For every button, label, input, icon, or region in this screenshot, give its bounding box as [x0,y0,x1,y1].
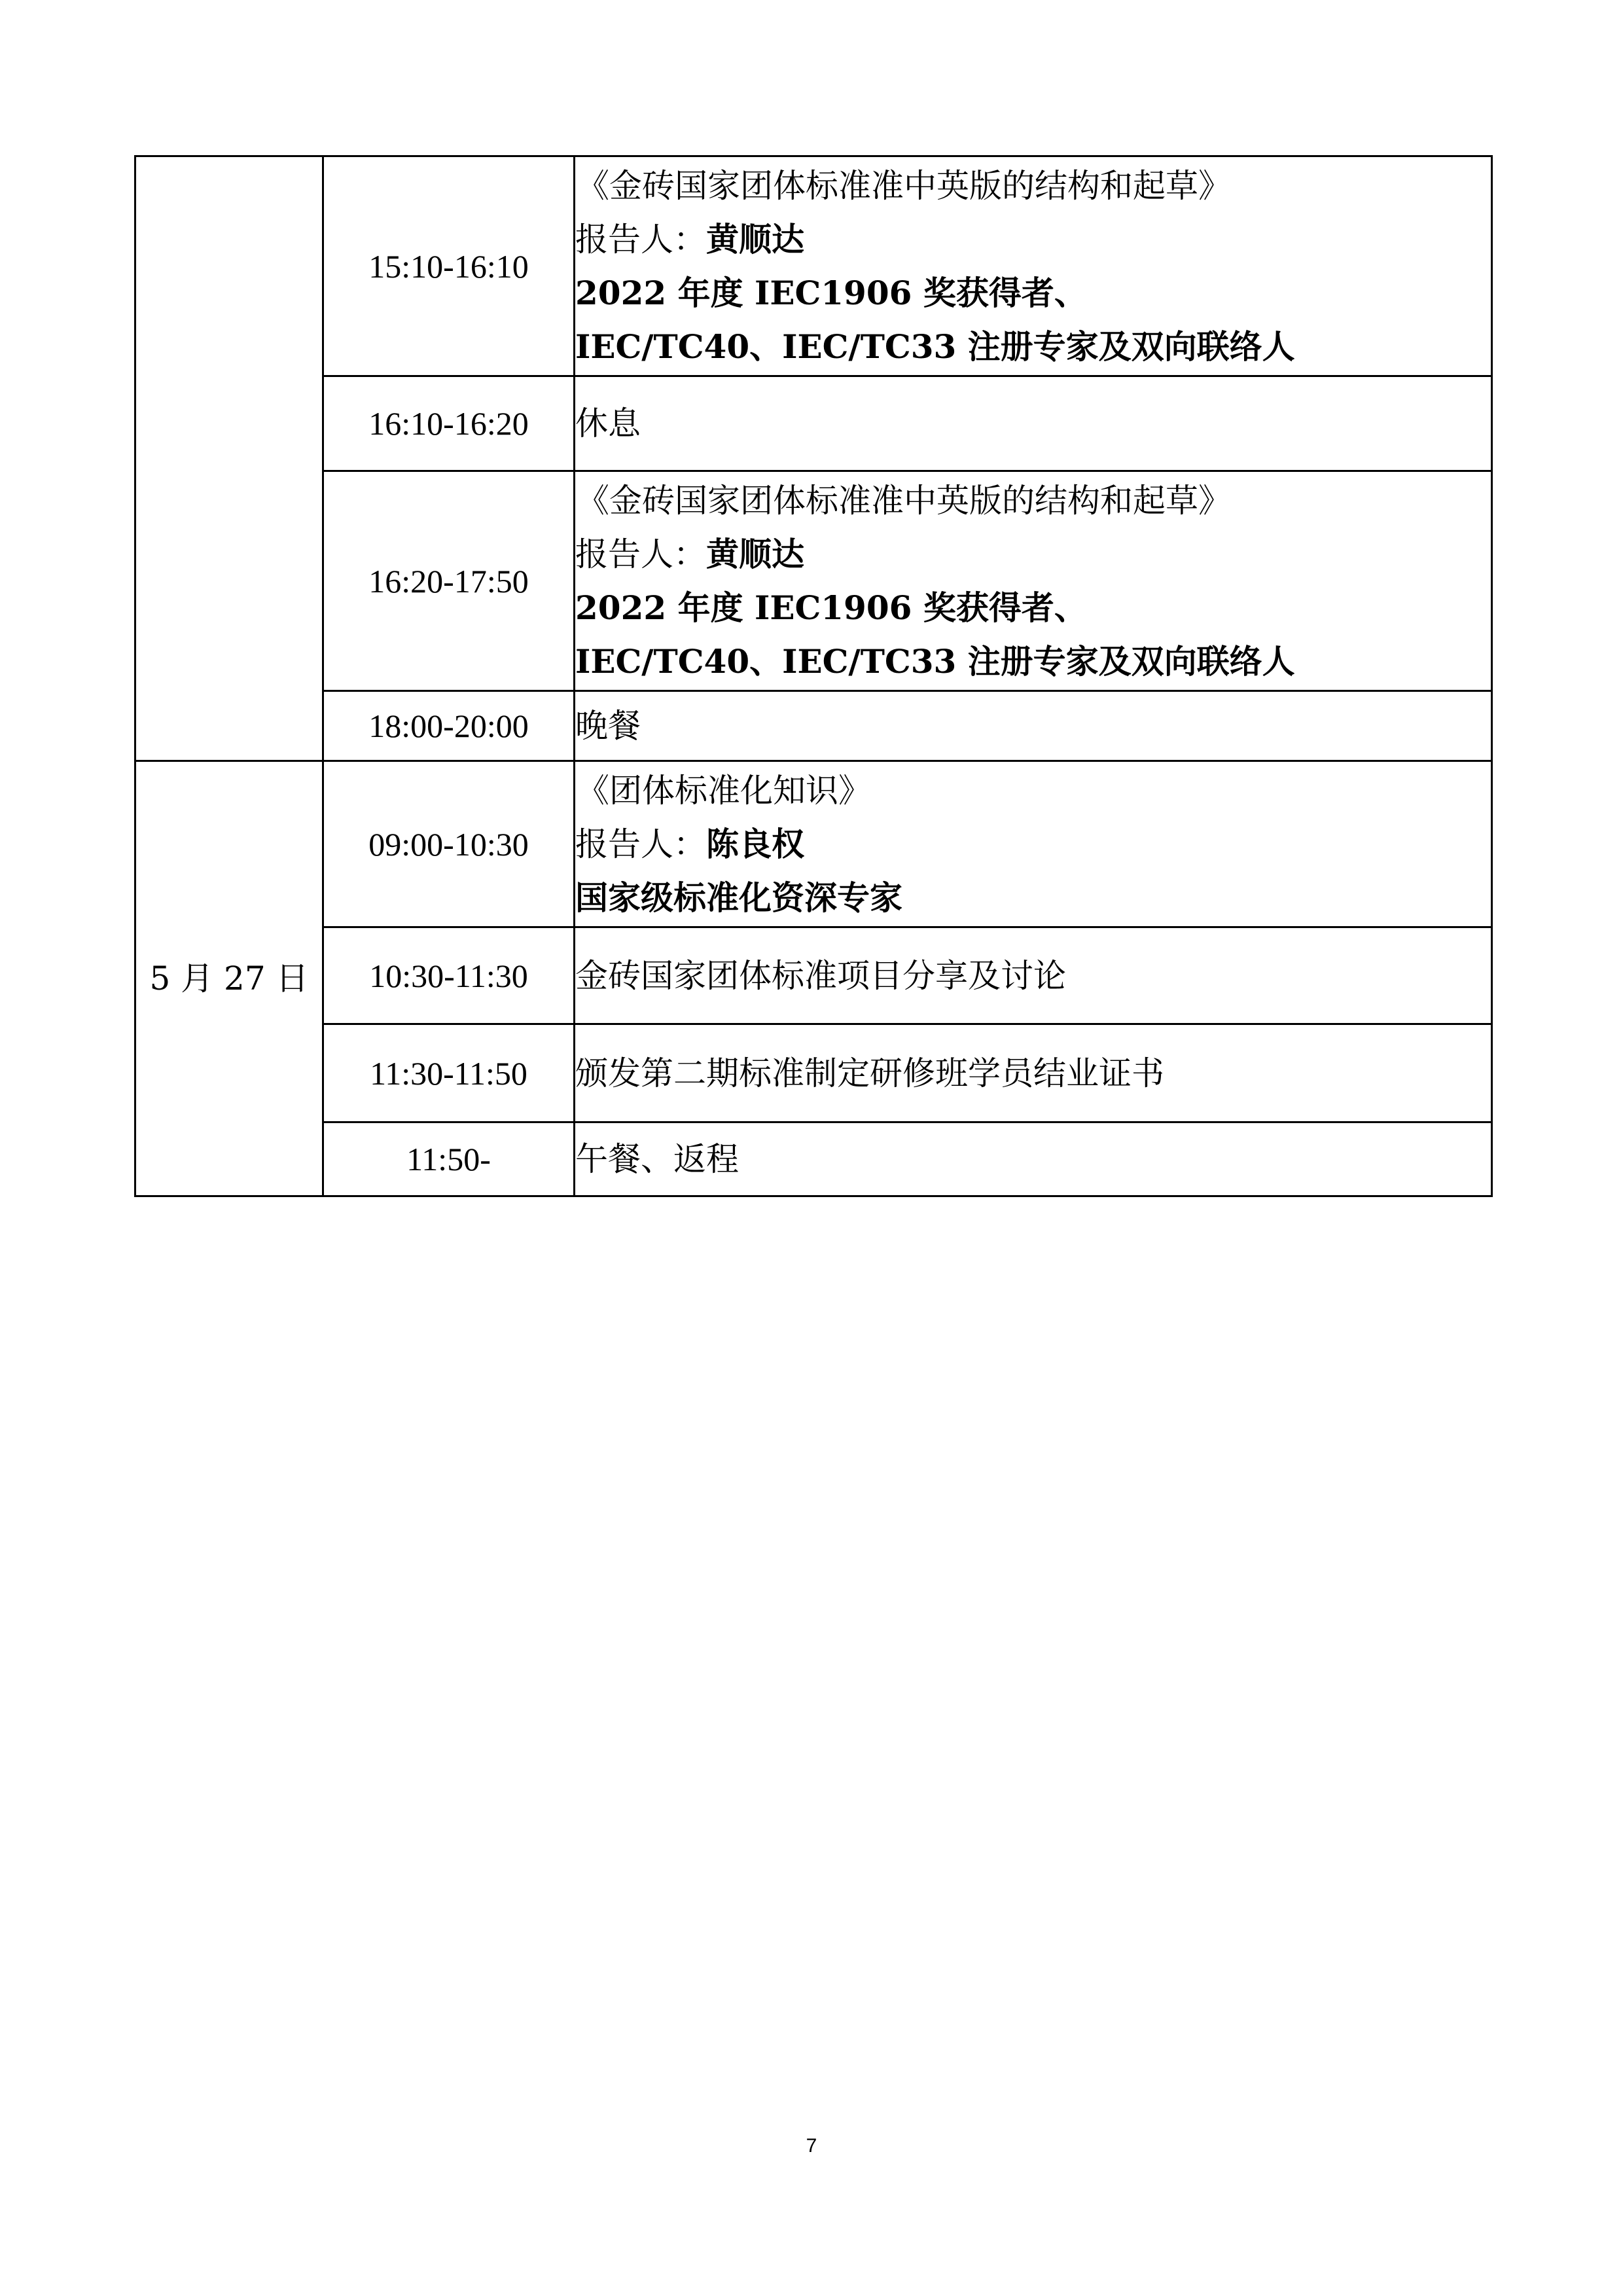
time-cell: 11:50- [323,1122,575,1196]
reporter-name: 黄顺达 [706,219,804,259]
table-row [135,471,1492,691]
session-text: 休息 [575,404,641,442]
reporter-credential: 2022 年度 IEC1906 奖获得者、 [575,588,1087,627]
session-content [575,927,1492,1024]
reporter-credential: IEC/TC40、IEC/TC33 注册专家及双向联络人 [575,641,1295,681]
time-cell: 18:00-20:00 [323,691,575,761]
time-cell: 11:30-11:50 [323,1024,575,1122]
reporter-line [575,528,1491,581]
time-cell: 15:10-16:10 [323,156,575,376]
session-content [575,691,1492,761]
reporter-credential: 国家级标准化资深专家 [575,878,902,917]
time-cell: 16:10-16:20 [323,376,575,471]
session-text: 晚餐 [575,707,641,745]
table-row [135,156,1492,376]
reporter-line [575,213,1491,266]
time-cell: 16:20-17:50 [323,471,575,691]
table-row [135,691,1492,761]
session-content [575,471,1492,691]
session-text: 金砖国家团体标准项目分享及讨论 [575,956,1066,995]
page-number: 7 [806,2135,817,2157]
table-row [135,376,1492,471]
reporter-credential: 2022 年度 IEC1906 奖获得者、 [575,273,1087,312]
session-content [575,1122,1492,1196]
session-text: 颁发第二期标准制定研修班学员结业证书 [575,1054,1164,1092]
time-cell: 09:00-10:30 [323,761,575,927]
session-content [575,376,1492,471]
table-row [135,761,1492,927]
reporter-line [575,817,1491,871]
date-cell: 5 月 27 日 [135,761,323,1196]
table-row [135,1024,1492,1122]
schedule-table [134,155,1493,1197]
table-row [135,927,1492,1024]
reporter-label: 报告人： [575,825,706,863]
session-content [575,761,1492,927]
table-row [135,1122,1492,1196]
date-cell [135,156,323,761]
reporter-name: 黄顺达 [706,534,804,573]
session-title: 《金砖国家团体标准准中英版的结构和起草》 [577,481,1231,520]
session-title: 《团体标准化知识》 [577,771,871,810]
reporter-name: 陈良权 [706,824,804,863]
reporter-label: 报告人： [575,220,706,259]
reporter-label: 报告人： [575,535,706,573]
time-cell: 10:30-11:30 [323,927,575,1024]
session-content [575,1024,1492,1122]
session-title: 《金砖国家团体标准准中英版的结构和起草》 [577,166,1231,205]
session-text: 午餐、返程 [575,1140,739,1178]
session-content [575,156,1492,376]
reporter-credential: IEC/TC40、IEC/TC33 注册专家及双向联络人 [575,327,1295,366]
